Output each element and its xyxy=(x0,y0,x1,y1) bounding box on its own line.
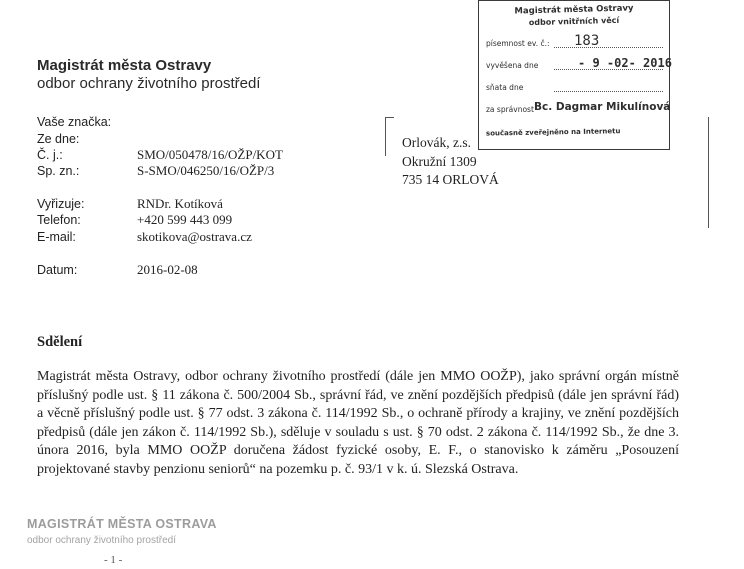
page-number: - 1 - xyxy=(104,554,123,566)
stamp-row-removed-label: sňata dne xyxy=(486,83,524,92)
recipient-street: Okružní 1309 xyxy=(402,154,477,169)
date-value: 2016-02-08 xyxy=(137,262,198,277)
recipient-city: 735 14 ORLOVÁ xyxy=(402,172,499,187)
address-bracket-left xyxy=(385,117,394,156)
footer-watermark-title: MAGISTRÁT MĚSTA OSTRAVA xyxy=(27,517,217,531)
stamp-row-internet xyxy=(486,126,663,137)
posting-stamp xyxy=(478,0,670,150)
stamp-row-removed xyxy=(486,83,663,92)
address-bracket-right xyxy=(700,117,709,228)
office-department: odbor ochrany životního prostředí xyxy=(37,75,261,92)
stamp-row-verified xyxy=(486,101,671,114)
letter-paragraph: Magistrát města Ostravy, odbor ochrany životního prostředí (dále jen MMO OOŽP), jako správní orgán místně příslušný podle ust. § 11 zákona č. 500/2004 Sb., správní řád, ve znění pozdějších předpisů (dále jen správní řád) a věcně příslušný podle ust. § 77 odst. 3 zákona č. 114/1992 Sb., o ochraně přírody a krajiny, ve znění pozdějších předpisů (dále jen zákon č. 114/1992 Sb.), sděluje v souladu s ust. § 70 odst. 2 zákona č. 114/1992 Sb., že dne 3. února 2016, byla MMO OOŽP doručena žádost fyzické osoby, E. F., o stanovisko k záměru „Posouzení projektované stavby penzionu seniorů“ na pozemku p. č. 93/1 v k. ú. Slezská Ostrava. xyxy=(37,369,679,477)
stamp-row-number-label: písemnost ev. č.: xyxy=(486,39,550,48)
stamp-dept: odbor vnitřních věcí xyxy=(528,15,620,28)
from-label: Ze dne: xyxy=(37,132,80,146)
phone-label: Telefon: xyxy=(37,213,81,227)
phone-value: +420 599 443 099 xyxy=(137,212,233,227)
stamp-row-number xyxy=(486,33,663,49)
office-name: Magistrát města Ostravy xyxy=(37,57,212,74)
handled-value: RNDr. Kotíková xyxy=(137,196,223,211)
stamp-posted-value: - 9 -02- 2016 xyxy=(578,56,672,70)
letter-heading: Sdělení xyxy=(37,334,83,350)
recipient-name: Orlovák, z.s. xyxy=(402,135,471,150)
your-ref-label: Vaše značka: xyxy=(37,115,112,129)
email-value: skotikova@ostrava.cz xyxy=(137,229,252,244)
stamp-row-posted-label: vyvěšena dne xyxy=(486,61,539,70)
stamp-number-value: 183 xyxy=(574,33,600,49)
stamp-internet-label: současně zveřejněno na Internetu xyxy=(485,127,621,138)
stamp-verified-value: Bc. Dagmar Mikulínová xyxy=(534,101,671,113)
footer-watermark-dept: odbor ochrany životního prostředí xyxy=(27,535,176,546)
cj-label: Č. j.: xyxy=(37,148,63,162)
email-label: E-mail: xyxy=(37,230,76,244)
date-label: Datum: xyxy=(37,263,78,277)
stamp-row-verified-label: za správnost xyxy=(486,105,534,114)
handled-label: Vyřizuje: xyxy=(37,197,85,211)
stamp-title: Magistrát města Ostravy xyxy=(514,3,634,17)
stamp-row-posted xyxy=(486,56,672,70)
cj-value: SMO/050478/16/OŽP/KOT xyxy=(137,147,283,162)
spzn-value: S-SMO/046250/16/OŽP/3 xyxy=(137,163,275,178)
spzn-label: Sp. zn.: xyxy=(37,164,80,178)
